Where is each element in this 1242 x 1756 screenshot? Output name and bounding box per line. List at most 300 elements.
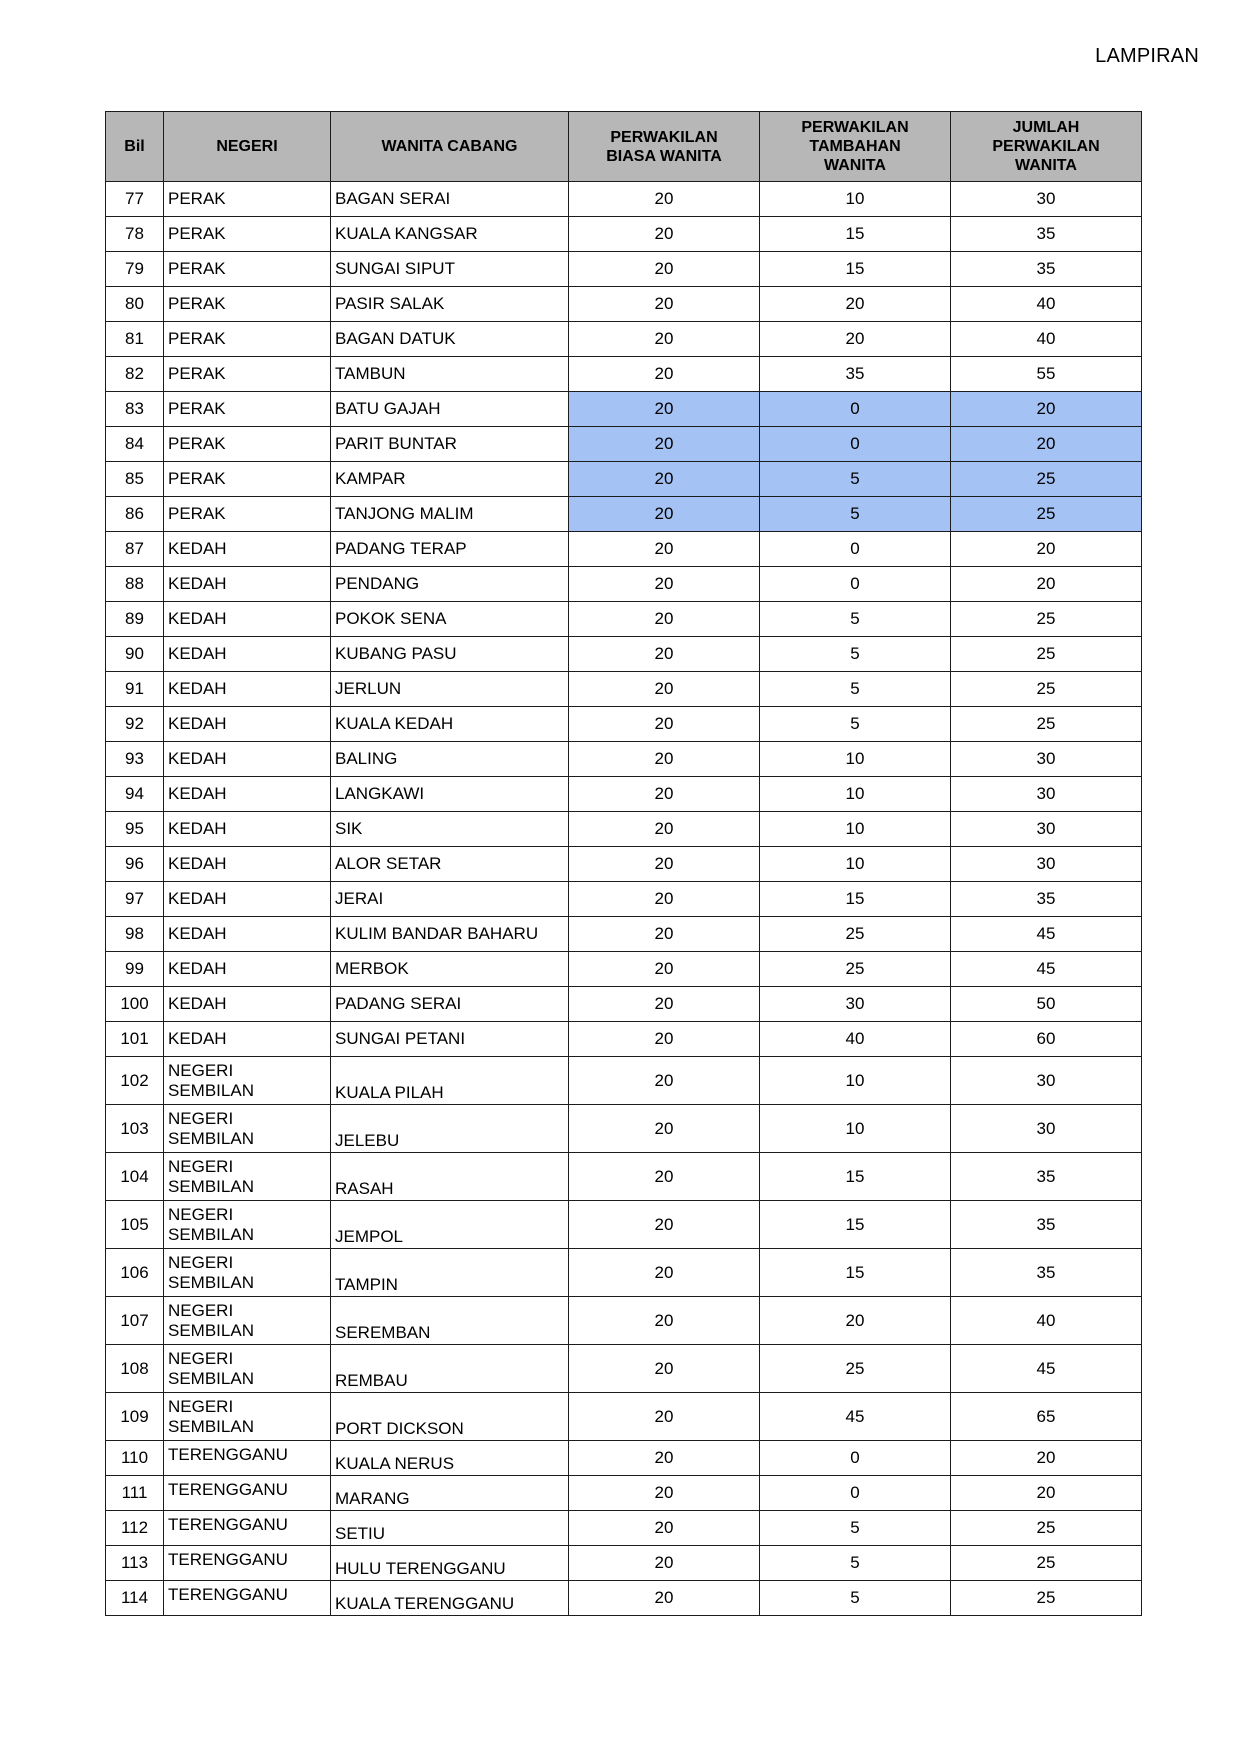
cell-bil: [106, 1105, 164, 1153]
cell-jumlah-perwakilan: [951, 252, 1142, 287]
cell-wanita-cabang-text: PASIR SALAK: [335, 294, 445, 314]
column-header-label: PERWAKILAN TAMBAHAN WANITA: [801, 119, 909, 174]
cell-perwakilan-biasa: [569, 1201, 760, 1249]
cell-bil: [106, 217, 164, 252]
table-row: [106, 217, 1142, 252]
cell-wanita-cabang-text: PENDANG: [335, 574, 420, 594]
cell-jumlah-perwakilan: [951, 812, 1142, 847]
cell-perwakilan-tambahan: [760, 1105, 951, 1153]
cell-wanita-cabang-text: KULIM BANDAR BAHARU: [335, 924, 539, 944]
cell-negeri-text: KEDAH: [168, 539, 227, 559]
cell-perwakilan-tambahan-text: 45: [845, 1406, 865, 1426]
cell-negeri: [164, 462, 331, 497]
cell-bil: [106, 322, 164, 357]
table-row: [106, 847, 1142, 882]
cell-perwakilan-tambahan-text: 40: [845, 1029, 865, 1049]
cell-jumlah-perwakilan: [951, 987, 1142, 1022]
table-row: [106, 987, 1142, 1022]
cell-negeri: [164, 1441, 331, 1476]
column-header-wanita-cabang: [331, 112, 569, 182]
cell-perwakilan-biasa-text: 20: [654, 329, 674, 349]
cell-jumlah-perwakilan-text: 50: [1036, 994, 1056, 1014]
cell-negeri-text: NEGERI SEMBILAN: [168, 1109, 254, 1148]
cell-negeri-text: NEGERI SEMBILAN: [168, 1253, 254, 1292]
cell-bil-text: 112: [120, 1518, 149, 1538]
cell-jumlah-perwakilan-text: 35: [1036, 1214, 1056, 1234]
cell-perwakilan-biasa: [569, 602, 760, 637]
cell-jumlah-perwakilan-text: 65: [1036, 1406, 1056, 1426]
cell-bil-text: 94: [125, 784, 144, 804]
cell-negeri-text: PERAK: [168, 469, 226, 489]
cell-jumlah-perwakilan: [951, 742, 1142, 777]
cell-negeri: [164, 217, 331, 252]
cell-perwakilan-biasa-text: 20: [654, 714, 674, 734]
cell-perwakilan-tambahan: [760, 952, 951, 987]
cell-perwakilan-tambahan-text: 20: [845, 294, 865, 314]
cell-wanita-cabang: [331, 1105, 569, 1153]
cell-jumlah-perwakilan-text: 55: [1036, 364, 1056, 384]
cell-wanita-cabang-text: SEREMBAN: [335, 1322, 431, 1342]
cell-perwakilan-biasa: [569, 637, 760, 672]
cell-bil: [106, 882, 164, 917]
cell-wanita-cabang-text: TAMPIN: [335, 1274, 398, 1294]
cell-bil-text: 89: [125, 609, 144, 629]
cell-negeri: [164, 777, 331, 812]
cell-perwakilan-biasa: [569, 1476, 760, 1511]
cell-jumlah-perwakilan-text: 45: [1036, 924, 1056, 944]
cell-perwakilan-tambahan-text: 0: [850, 539, 860, 559]
cell-bil-text: 84: [125, 434, 144, 454]
cell-negeri-text: NEGERI SEMBILAN: [168, 1061, 254, 1100]
cell-negeri-text: TERENGGANU: [168, 1585, 288, 1604]
cell-wanita-cabang-text: BALING: [335, 749, 398, 769]
cell-perwakilan-tambahan: [760, 497, 951, 532]
cell-bil: [106, 1297, 164, 1345]
cell-perwakilan-biasa-text: 20: [654, 1448, 674, 1468]
column-header-jumlah-perwakilan: [951, 112, 1142, 182]
cell-negeri: [164, 1476, 331, 1511]
cell-perwakilan-biasa-text: 20: [654, 644, 674, 664]
table-row: [106, 182, 1142, 217]
cell-perwakilan-biasa-text: 20: [654, 749, 674, 769]
cell-perwakilan-tambahan-text: 15: [845, 224, 865, 244]
cell-negeri: [164, 1105, 331, 1153]
cell-perwakilan-biasa: [569, 287, 760, 322]
cell-jumlah-perwakilan-text: 20: [1036, 539, 1056, 559]
cell-negeri-text: PERAK: [168, 189, 226, 209]
cell-negeri-text: KEDAH: [168, 644, 227, 664]
table-row: [106, 1249, 1142, 1297]
cell-wanita-cabang: [331, 1476, 569, 1511]
cell-bil: [106, 952, 164, 987]
cell-bil: [106, 462, 164, 497]
cell-perwakilan-tambahan-text: 5: [850, 1553, 860, 1573]
cell-jumlah-perwakilan-text: 25: [1036, 644, 1056, 664]
cell-bil-text: 78: [125, 224, 144, 244]
cell-wanita-cabang-text: MERBOK: [335, 959, 409, 979]
cell-bil-text: 80: [125, 294, 144, 314]
cell-negeri-text: KEDAH: [168, 574, 227, 594]
cell-negeri-text: KEDAH: [168, 924, 227, 944]
table-row: [106, 602, 1142, 637]
cell-bil: [106, 1546, 164, 1581]
cell-bil: [106, 742, 164, 777]
cell-wanita-cabang: [331, 252, 569, 287]
cell-bil: [106, 777, 164, 812]
cell-wanita-cabang-text: ALOR SETAR: [335, 854, 442, 874]
cell-negeri: [164, 1201, 331, 1249]
cell-bil: [106, 1511, 164, 1546]
cell-perwakilan-tambahan: [760, 812, 951, 847]
cell-bil-text: 104: [120, 1166, 149, 1186]
cell-negeri-text: KEDAH: [168, 959, 227, 979]
cell-bil: [106, 497, 164, 532]
cell-perwakilan-biasa-text: 20: [654, 504, 674, 524]
cell-bil: [106, 917, 164, 952]
cell-perwakilan-biasa: [569, 987, 760, 1022]
cell-bil: [106, 1393, 164, 1441]
cell-bil: [106, 1153, 164, 1201]
cell-perwakilan-biasa: [569, 777, 760, 812]
cell-bil-text: 81: [125, 329, 144, 349]
cell-negeri-text: TERENGGANU: [168, 1515, 288, 1534]
cell-wanita-cabang: [331, 1345, 569, 1393]
cell-negeri: [164, 1249, 331, 1297]
cell-bil: [106, 182, 164, 217]
cell-jumlah-perwakilan: [951, 1057, 1142, 1105]
cell-negeri-text: PERAK: [168, 434, 226, 454]
cell-negeri-text: KEDAH: [168, 854, 227, 874]
cell-bil-text: 95: [125, 819, 144, 839]
cell-bil-text: 103: [120, 1118, 149, 1138]
cell-jumlah-perwakilan: [951, 1201, 1142, 1249]
cell-jumlah-perwakilan: [951, 1476, 1142, 1511]
cell-wanita-cabang: [331, 1511, 569, 1546]
cell-perwakilan-tambahan: [760, 462, 951, 497]
cell-jumlah-perwakilan-text: 45: [1036, 959, 1056, 979]
column-header-perwakilan-tambahan: [760, 112, 951, 182]
table-header: [106, 112, 1142, 182]
cell-jumlah-perwakilan-text: 30: [1036, 854, 1056, 874]
cell-jumlah-perwakilan: [951, 1345, 1142, 1393]
cell-negeri: [164, 182, 331, 217]
header-row: [106, 112, 1142, 182]
table-row: [106, 1345, 1142, 1393]
cell-jumlah-perwakilan-text: 20: [1036, 574, 1056, 594]
cell-perwakilan-biasa: [569, 182, 760, 217]
cell-perwakilan-biasa-text: 20: [654, 434, 674, 454]
cell-jumlah-perwakilan-text: 30: [1036, 749, 1056, 769]
cell-perwakilan-biasa-text: 20: [654, 819, 674, 839]
cell-wanita-cabang: [331, 357, 569, 392]
cell-bil: [106, 1441, 164, 1476]
cell-perwakilan-tambahan-text: 25: [845, 959, 865, 979]
cell-perwakilan-tambahan-text: 0: [850, 1483, 860, 1503]
cell-perwakilan-biasa: [569, 847, 760, 882]
cell-negeri: [164, 392, 331, 427]
cell-jumlah-perwakilan-text: 45: [1036, 1358, 1056, 1378]
cell-negeri: [164, 497, 331, 532]
cell-negeri-text: KEDAH: [168, 679, 227, 699]
cell-negeri-text: KEDAH: [168, 749, 227, 769]
cell-perwakilan-tambahan-text: 5: [850, 469, 860, 489]
table-row: [106, 1201, 1142, 1249]
cell-jumlah-perwakilan: [951, 602, 1142, 637]
cell-wanita-cabang: [331, 602, 569, 637]
cell-negeri-text: PERAK: [168, 329, 226, 349]
column-header-perwakilan-biasa: [569, 112, 760, 182]
cell-perwakilan-biasa: [569, 1393, 760, 1441]
cell-wanita-cabang-text: SIK: [335, 819, 363, 839]
cell-jumlah-perwakilan-text: 35: [1036, 889, 1056, 909]
cell-wanita-cabang-text: JERLUN: [335, 679, 402, 699]
cell-wanita-cabang-text: MARANG: [335, 1488, 410, 1508]
cell-perwakilan-tambahan-text: 0: [850, 574, 860, 594]
cell-perwakilan-tambahan: [760, 882, 951, 917]
cell-perwakilan-biasa: [569, 427, 760, 462]
cell-wanita-cabang: [331, 532, 569, 567]
cell-perwakilan-tambahan-text: 10: [845, 1070, 865, 1090]
cell-perwakilan-tambahan: [760, 1441, 951, 1476]
cell-negeri: [164, 357, 331, 392]
cell-perwakilan-biasa: [569, 1581, 760, 1616]
cell-wanita-cabang-text: KUBANG PASU: [335, 644, 457, 664]
cell-bil-text: 107: [120, 1310, 149, 1330]
cell-perwakilan-biasa-text: 20: [654, 1483, 674, 1503]
cell-perwakilan-biasa: [569, 1441, 760, 1476]
representation-table: [105, 111, 1142, 1616]
cell-perwakilan-biasa-text: 20: [654, 1358, 674, 1378]
cell-perwakilan-tambahan-text: 10: [845, 854, 865, 874]
cell-perwakilan-tambahan-text: 25: [845, 924, 865, 944]
cell-wanita-cabang: [331, 1441, 569, 1476]
table-row: [106, 252, 1142, 287]
cell-wanita-cabang-text: TAMBUN: [335, 364, 406, 384]
cell-perwakilan-tambahan-text: 15: [845, 889, 865, 909]
cell-perwakilan-biasa-text: 20: [654, 1166, 674, 1186]
cell-wanita-cabang-text: SUNGAI SIPUT: [335, 259, 455, 279]
cell-negeri-text: TERENGGANU: [168, 1445, 288, 1464]
cell-perwakilan-biasa: [569, 742, 760, 777]
cell-perwakilan-biasa-text: 20: [654, 1553, 674, 1573]
cell-bil: [106, 392, 164, 427]
cell-perwakilan-tambahan-text: 15: [845, 1262, 865, 1282]
cell-jumlah-perwakilan: [951, 462, 1142, 497]
cell-jumlah-perwakilan: [951, 287, 1142, 322]
cell-perwakilan-tambahan: [760, 392, 951, 427]
cell-jumlah-perwakilan: [951, 1581, 1142, 1616]
column-header-label: JUMLAH PERWAKILAN WANITA: [992, 119, 1100, 174]
cell-wanita-cabang-text: KUALA KANGSAR: [335, 224, 478, 244]
cell-wanita-cabang-text: LANGKAWI: [335, 784, 425, 804]
table-row: [106, 777, 1142, 812]
cell-jumlah-perwakilan-text: 20: [1036, 434, 1056, 454]
cell-perwakilan-tambahan: [760, 1511, 951, 1546]
cell-negeri: [164, 707, 331, 742]
cell-perwakilan-biasa: [569, 1249, 760, 1297]
cell-perwakilan-biasa: [569, 917, 760, 952]
cell-jumlah-perwakilan-text: 20: [1036, 399, 1056, 419]
cell-wanita-cabang: [331, 917, 569, 952]
cell-perwakilan-tambahan-text: 5: [850, 644, 860, 664]
cell-perwakilan-biasa-text: 20: [654, 924, 674, 944]
cell-perwakilan-tambahan: [760, 1057, 951, 1105]
cell-wanita-cabang: [331, 217, 569, 252]
cell-wanita-cabang: [331, 882, 569, 917]
table-row: [106, 357, 1142, 392]
cell-perwakilan-biasa-text: 20: [654, 784, 674, 804]
cell-perwakilan-tambahan-text: 5: [850, 714, 860, 734]
cell-perwakilan-tambahan-text: 15: [845, 259, 865, 279]
cell-wanita-cabang-text: POKOK SENA: [335, 609, 447, 629]
cell-negeri: [164, 1022, 331, 1057]
cell-bil: [106, 1249, 164, 1297]
cell-perwakilan-biasa-text: 20: [654, 1262, 674, 1282]
table-row: [106, 1153, 1142, 1201]
cell-bil: [106, 637, 164, 672]
cell-bil: [106, 567, 164, 602]
table-row: [106, 532, 1142, 567]
cell-perwakilan-tambahan: [760, 1249, 951, 1297]
cell-perwakilan-tambahan: [760, 1476, 951, 1511]
cell-perwakilan-biasa-text: 20: [654, 224, 674, 244]
cell-wanita-cabang: [331, 567, 569, 602]
cell-perwakilan-biasa-text: 20: [654, 1310, 674, 1330]
cell-wanita-cabang-text: JEMPOL: [335, 1226, 404, 1246]
table-row: [106, 812, 1142, 847]
cell-perwakilan-biasa-text: 20: [654, 1118, 674, 1138]
cell-bil-text: 96: [125, 854, 144, 874]
cell-negeri-text: PERAK: [168, 364, 226, 384]
cell-perwakilan-tambahan: [760, 1393, 951, 1441]
cell-jumlah-perwakilan-text: 25: [1036, 1588, 1056, 1608]
cell-bil-text: 98: [125, 924, 144, 944]
cell-wanita-cabang-text: KUALA PILAH: [335, 1082, 444, 1102]
cell-bil: [106, 287, 164, 322]
cell-perwakilan-biasa-text: 20: [654, 889, 674, 909]
cell-perwakilan-tambahan-text: 20: [845, 329, 865, 349]
cell-jumlah-perwakilan-text: 35: [1036, 224, 1056, 244]
cell-perwakilan-biasa-text: 20: [654, 1588, 674, 1608]
table-body: [106, 182, 1142, 1616]
cell-perwakilan-biasa: [569, 1105, 760, 1153]
cell-perwakilan-biasa: [569, 812, 760, 847]
cell-wanita-cabang: [331, 497, 569, 532]
cell-perwakilan-tambahan: [760, 777, 951, 812]
cell-perwakilan-tambahan: [760, 1297, 951, 1345]
cell-wanita-cabang: [331, 1201, 569, 1249]
table-row: [106, 1105, 1142, 1153]
cell-negeri: [164, 812, 331, 847]
cell-negeri-text: NEGERI SEMBILAN: [168, 1397, 254, 1436]
cell-jumlah-perwakilan: [951, 672, 1142, 707]
cell-perwakilan-tambahan: [760, 1345, 951, 1393]
cell-perwakilan-biasa: [569, 1153, 760, 1201]
cell-bil-text: 92: [125, 714, 144, 734]
cell-negeri: [164, 1153, 331, 1201]
cell-jumlah-perwakilan: [951, 567, 1142, 602]
cell-perwakilan-biasa: [569, 497, 760, 532]
cell-negeri: [164, 1345, 331, 1393]
cell-bil-text: 86: [125, 504, 144, 524]
cell-negeri: [164, 1581, 331, 1616]
cell-jumlah-perwakilan: [951, 1546, 1142, 1581]
cell-negeri-text: PERAK: [168, 259, 226, 279]
cell-bil-text: 83: [125, 399, 144, 419]
cell-wanita-cabang-text: REMBAU: [335, 1370, 408, 1390]
cell-wanita-cabang: [331, 1153, 569, 1201]
table-row: [106, 567, 1142, 602]
page-label: LAMPIRAN: [1095, 45, 1199, 67]
cell-bil: [106, 1581, 164, 1616]
cell-wanita-cabang-text: BAGAN DATUK: [335, 329, 456, 349]
cell-jumlah-perwakilan-text: 40: [1036, 1310, 1056, 1330]
cell-wanita-cabang-text: JERAI: [335, 889, 384, 909]
cell-jumlah-perwakilan: [951, 217, 1142, 252]
cell-wanita-cabang: [331, 1249, 569, 1297]
cell-wanita-cabang: [331, 742, 569, 777]
cell-wanita-cabang-text: BAGAN SERAI: [335, 189, 451, 209]
cell-perwakilan-biasa: [569, 392, 760, 427]
cell-bil-text: 88: [125, 574, 144, 594]
column-header-label: PERWAKILAN BIASA WANITA: [606, 128, 722, 165]
cell-bil: [106, 1201, 164, 1249]
cell-negeri: [164, 1511, 331, 1546]
cell-jumlah-perwakilan-text: 30: [1036, 784, 1056, 804]
cell-jumlah-perwakilan: [951, 1393, 1142, 1441]
table-row: [106, 1441, 1142, 1476]
cell-negeri-text: NEGERI SEMBILAN: [168, 1205, 254, 1244]
cell-perwakilan-biasa-text: 20: [654, 1406, 674, 1426]
cell-perwakilan-tambahan-text: 0: [850, 434, 860, 454]
cell-perwakilan-tambahan-text: 30: [845, 994, 865, 1014]
cell-negeri-text: KEDAH: [168, 609, 227, 629]
cell-jumlah-perwakilan-text: 25: [1036, 679, 1056, 699]
cell-wanita-cabang: [331, 847, 569, 882]
cell-perwakilan-biasa: [569, 707, 760, 742]
cell-bil: [106, 987, 164, 1022]
cell-bil: [106, 1476, 164, 1511]
cell-wanita-cabang: [331, 812, 569, 847]
cell-perwakilan-tambahan: [760, 847, 951, 882]
cell-perwakilan-tambahan-text: 10: [845, 784, 865, 804]
cell-bil-text: 114: [120, 1588, 149, 1608]
cell-perwakilan-biasa-text: 20: [654, 679, 674, 699]
cell-negeri-text: KEDAH: [168, 994, 227, 1014]
cell-perwakilan-biasa: [569, 952, 760, 987]
cell-wanita-cabang-text: TANJONG MALIM: [335, 504, 474, 524]
cell-negeri: [164, 847, 331, 882]
cell-perwakilan-biasa-text: 20: [654, 959, 674, 979]
cell-negeri-text: PERAK: [168, 399, 226, 419]
cell-negeri: [164, 882, 331, 917]
table-row: [106, 287, 1142, 322]
cell-perwakilan-tambahan: [760, 182, 951, 217]
cell-bil-text: 85: [125, 469, 144, 489]
cell-jumlah-perwakilan: [951, 357, 1142, 392]
cell-negeri: [164, 637, 331, 672]
column-header-label: Bil: [124, 138, 145, 155]
cell-negeri-text: TERENGGANU: [168, 1550, 288, 1569]
table-row: [106, 1057, 1142, 1105]
cell-jumlah-perwakilan: [951, 392, 1142, 427]
cell-wanita-cabang-text: RASAH: [335, 1178, 394, 1198]
cell-wanita-cabang: [331, 987, 569, 1022]
cell-negeri-text: KEDAH: [168, 819, 227, 839]
table-row: [106, 462, 1142, 497]
cell-jumlah-perwakilan-text: 25: [1036, 1553, 1056, 1573]
cell-perwakilan-tambahan-text: 10: [845, 189, 865, 209]
